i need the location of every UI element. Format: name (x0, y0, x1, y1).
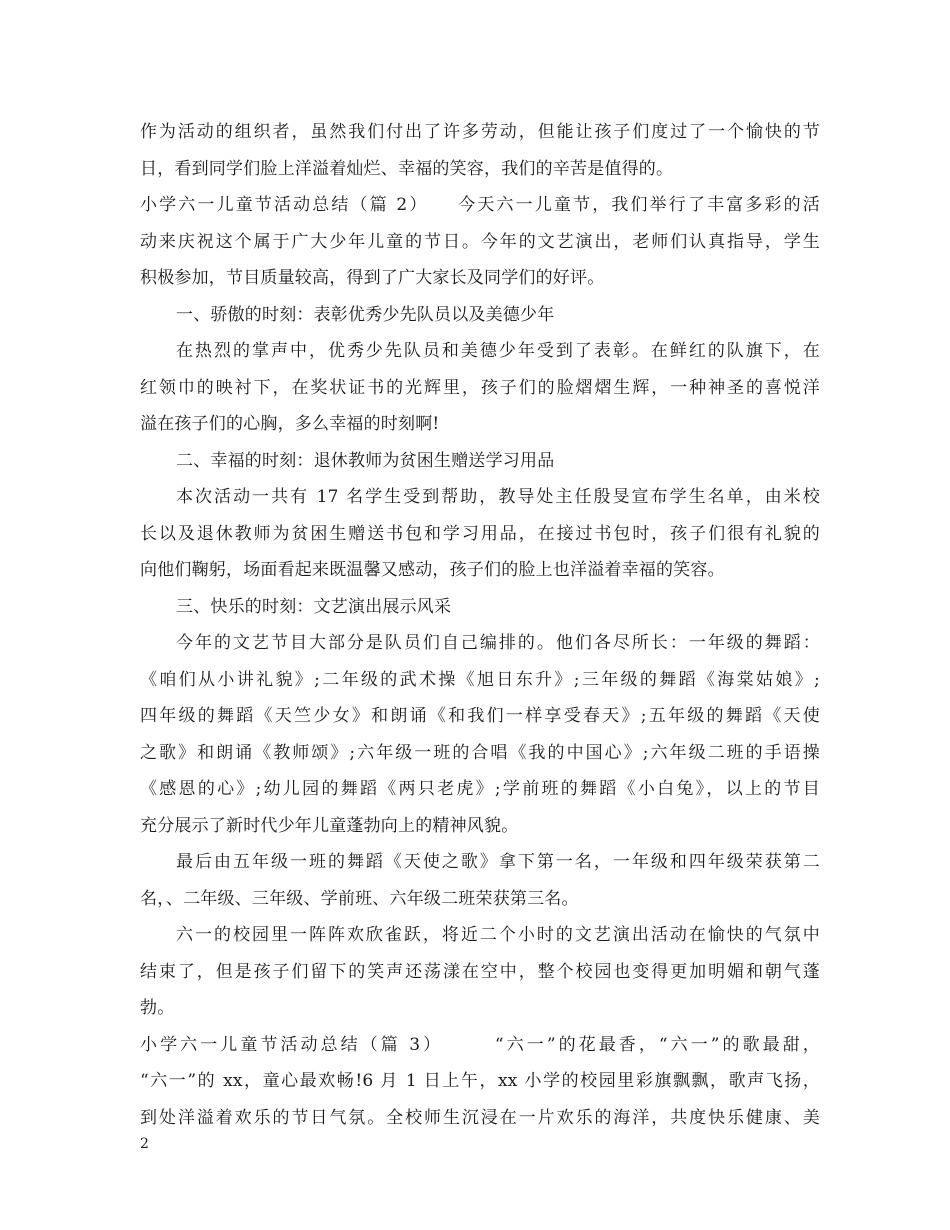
text-line: 最后由五年级一班的舞蹈《天使之歌》拿下第一名，一年级和四年级荣获第二 (176, 852, 820, 872)
subheading-line: 二、幸福的时刻：退休教师为贫困生赠送学习用品 (176, 450, 555, 471)
text-line: 作为活动的组织者，虽然我们付出了许多劳动，但能让孩子们度过了一个愉快的节 (140, 122, 820, 142)
text-line: 日，看到同学们脸上洋溢着灿烂、幸福的笑容，我们的辛苦是值得的。 (140, 158, 674, 179)
text-line: 溢在孩子们的心胸，多么幸福的时刻啊! (140, 414, 440, 434)
subheading-line: 一、骄傲的时刻：表彰优秀少先队员以及美德少年 (176, 304, 555, 325)
text-line: 勃。 (140, 998, 175, 1018)
text-line: 四年级的舞蹈《天竺少女》和朗诵《和我们一样享受春天》;五年级的舞蹈《天使 (140, 706, 820, 726)
text-line: 今年的文艺节目大部分是队员们自己编排的。他们各尽所长：一年级的舞蹈： (176, 633, 820, 653)
text-line: 在热烈的掌声中，优秀少先队员和美德少年受到了表彰。在鲜红的队旗下，在 (176, 341, 820, 361)
text-line: 之歌》和朗诵《教师颂》;六年级一班的合唱《我的中国心》;六年级二班的手语操 (140, 742, 820, 763)
text-line: 充分展示了新时代少年儿童蓬勃向上的精神风貌。 (140, 815, 519, 836)
section-heading-line: 小学六一儿童节活动总结（篇 3） “六一”的花最香，“六一”的歌最甜， (140, 1034, 820, 1055)
section-heading-line: 小学六一儿童节活动总结（篇 2） 今天六一儿童节，我们举行了丰富多彩的活 (140, 195, 820, 215)
text-line: 到处洋溢着欢乐的节日气氛。全校师生沉浸在一片欢乐的海洋，共度快乐健康、美 (140, 1107, 820, 1128)
subheading-line: 三、快乐的时刻：文艺演出展示风采 (176, 596, 452, 617)
text-line: 向他们鞠躬，场面看起来既温馨又感动，孩子们的脸上也洋溢着幸福的笑容。 (140, 560, 725, 580)
text-line: “六一”的 xx，童心最欢畅!6 月 1 日上午，xx 小学的校园里彩旗飘飘，歌声飞扬， (140, 1071, 820, 1091)
text-line: 动来庆祝这个属于广大少年儿童的节日。今年的文艺演出，老师们认真指导，学生 (140, 231, 820, 252)
text-line: 结束了，但是孩子们留下的笑声还荡漾在空中，整个校园也变得更加明媚和朝气蓬 (140, 961, 820, 982)
text-line: 《咱们从小讲礼貌》;二年级的武术操《旭日东升》;三年级的舞蹈《海棠姑娘》; (140, 669, 820, 690)
document-body (140, 114, 820, 1136)
text-line: 《感恩的心》;幼儿园的舞蹈《两只老虎》;学前班的舞蹈《小白兔》，以上的节目 (140, 779, 820, 799)
text-line: 六一的校园里一阵阵欢欣雀跃，将近二个小时的文艺演出活动在愉快的气氛中 (176, 925, 820, 945)
text-line: 本次活动一共有 17 名学生受到帮助，教导处主任殷旻宣布学生名单，由米校 (176, 487, 820, 507)
text-line: 积极参加，节目质量较高，得到了广大家长及同学们的好评。 (140, 268, 605, 288)
text-line: 红领巾的映衬下，在奖状证书的光辉里，孩子们的脸熠熠生辉，一种神圣的喜悦洋 (140, 377, 820, 398)
text-line: 名，、二年级、三年级、学前班、六年级二班荣获第三名。 (140, 888, 579, 909)
page-number: 2 (140, 1136, 149, 1152)
text-line: 长以及退休教师为贫困生赠送书包和学习用品，在接过书包时，孩子们很有礼貌的 (140, 523, 820, 544)
